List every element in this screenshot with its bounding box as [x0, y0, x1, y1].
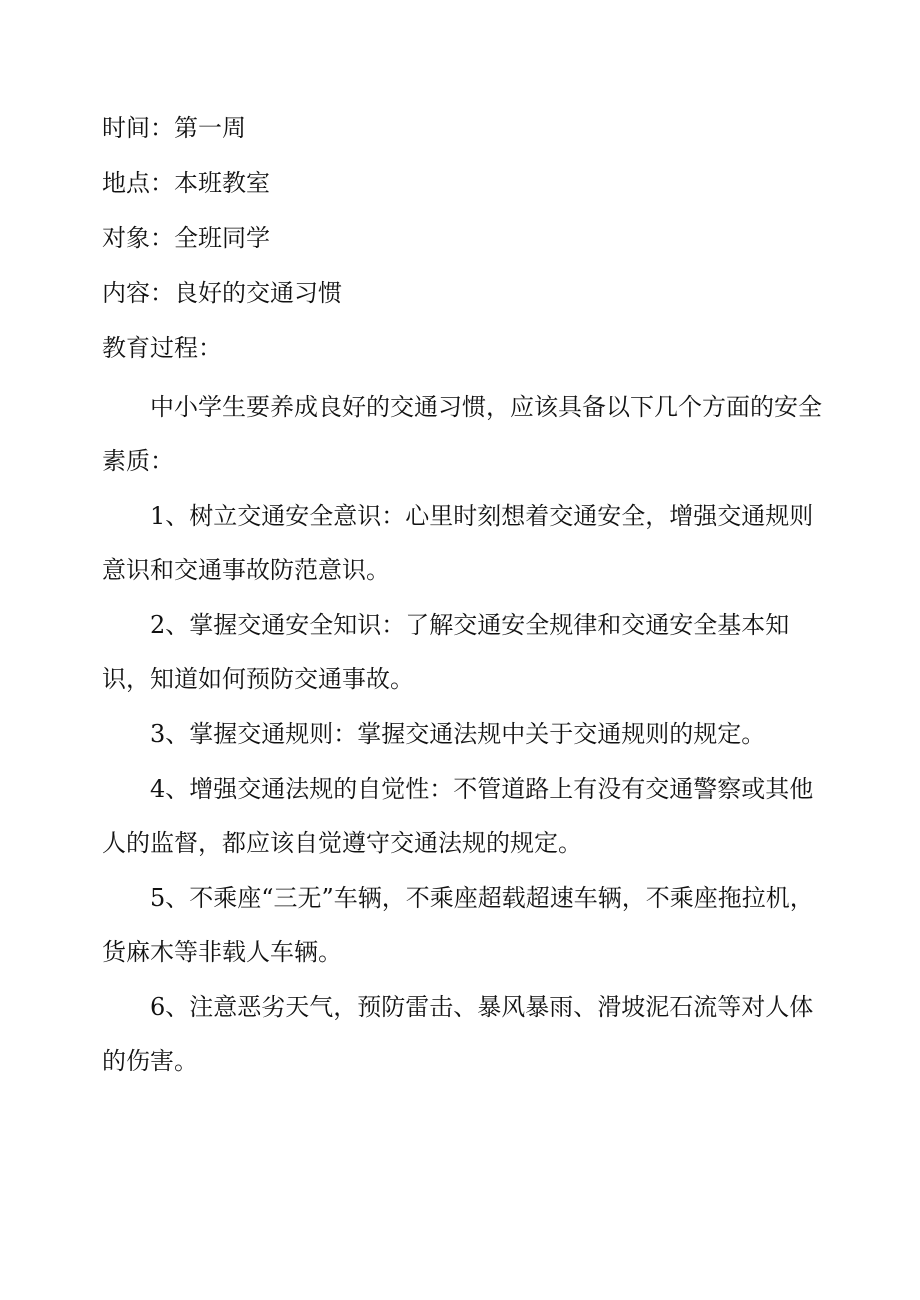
document-content [102, 108, 832, 1089]
item-paragraph-6: 6、注意恶劣天气，预防雷击、暴风暴雨、滑坡泥石流等对人体的伤害。 [102, 993, 814, 1075]
item-paragraph-2: 2、掌握交通安全知识：了解交通安全规律和交通安全基本知识，知道如何预防交通事故。 [102, 611, 790, 693]
process-label: 教育过程： [102, 334, 222, 362]
intro-paragraph: 中小学生要养成良好的交通习惯，应该具备以下几个方面的安全素质： [102, 393, 822, 475]
audience-line: 对象：全班同学 [102, 224, 270, 252]
time-line: 时间：第一周 [102, 114, 246, 142]
item-paragraph-4: 4、增强交通法规的自觉性：不管道路上有没有交通警察或其他人的监督，都应该自觉遵守交通法规的规定。 [102, 775, 814, 857]
topic-line: 内容：良好的交通习惯 [102, 279, 342, 307]
item-paragraph-5: 5、不乘座“三无”车辆，不乘座超载超速车辆，不乘座拖拉机，货麻木等非载人车辆。 [102, 884, 814, 966]
item-paragraph-3: 3、掌握交通规则：掌握交通法规中关于交通规则的规定。 [150, 720, 766, 748]
place-line: 地点：本班教室 [102, 169, 270, 197]
item-paragraph-1: 1、树立交通安全意识：心里时刻想着交通安全，增强交通规则意识和交通事故防范意识。 [102, 502, 814, 584]
